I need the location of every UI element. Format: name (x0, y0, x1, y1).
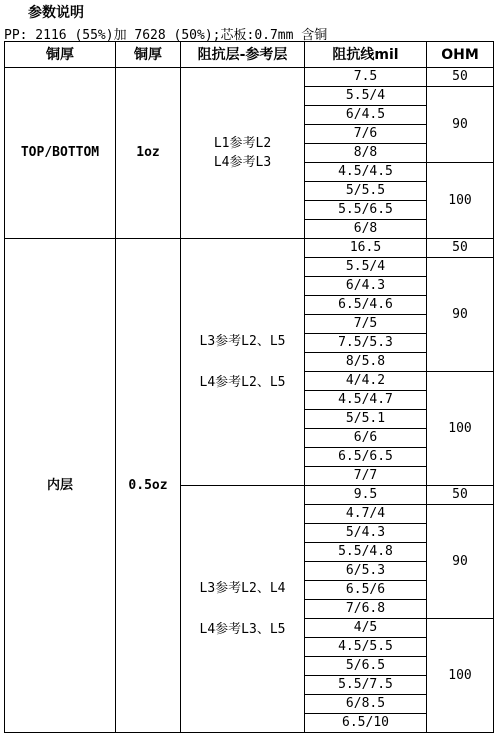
line-width-cell: 4.7/4 (305, 505, 427, 524)
header-ohm: OHM (427, 42, 494, 68)
line-width-cell: 4.5/4.5 (305, 163, 427, 182)
line-width-cell: 6/5.3 (305, 562, 427, 581)
line-width-cell: 16.5 (305, 239, 427, 258)
reference-layer-text: L4参考L3、L5 (199, 622, 286, 637)
layer-cell: 内层 (5, 239, 116, 733)
line-width-cell: 8/8 (305, 144, 427, 163)
reference-layer-cell (181, 239, 305, 486)
line-width-cell: 7/6 (305, 125, 427, 144)
ohm-cell: 50 (427, 239, 494, 258)
copper-cell: 1oz (116, 68, 181, 239)
ohm-cell: 100 (427, 372, 494, 486)
reference-layer-text: L4参考L3 (213, 155, 272, 170)
line-width-cell: 6/8 (305, 220, 427, 239)
line-width-cell: 6/6 (305, 429, 427, 448)
line-width-cell: 6/8.5 (305, 695, 427, 714)
line-width-cell: 5/5.1 (305, 410, 427, 429)
line-width-cell: 5.5/6.5 (305, 201, 427, 220)
line-width-cell: 9.5 (305, 486, 427, 505)
section-title: 参数说明 (28, 5, 84, 21)
line-width-cell: 7/7 (305, 467, 427, 486)
ohm-cell: 90 (427, 258, 494, 372)
line-width-cell: 7/5 (305, 315, 427, 334)
line-width-cell: 6/4.3 (305, 277, 427, 296)
copper-cell: 0.5oz (116, 239, 181, 733)
ohm-cell: 50 (427, 486, 494, 505)
line-width-cell: 6/4.5 (305, 106, 427, 125)
layer-cell: TOP/BOTTOM (5, 68, 116, 239)
line-width-cell: 8/5.8 (305, 353, 427, 372)
ohm-cell: 90 (427, 505, 494, 619)
line-width-cell: 5.5/4.8 (305, 543, 427, 562)
impedance-table (4, 41, 494, 733)
reference-layer-cell (181, 68, 305, 239)
line-width-cell: 6.5/6 (305, 581, 427, 600)
header-reference-layer: 阻抗层-参考层 (181, 42, 305, 68)
line-width-cell: 6.5/10 (305, 714, 427, 733)
ohm-cell: 50 (427, 68, 494, 87)
reference-layer-text: L4参考L2、L5 (199, 375, 286, 390)
line-width-cell: 4/5 (305, 619, 427, 638)
ohm-cell: 100 (427, 163, 494, 239)
reference-layer-cell (181, 486, 305, 733)
line-width-cell: 7.5/5.3 (305, 334, 427, 353)
header-line-width: 阻抗线mil (305, 42, 427, 68)
line-width-cell: 7/6.8 (305, 600, 427, 619)
header-copper-thickness: 铜厚 (116, 42, 181, 68)
line-width-cell: 6.5/4.6 (305, 296, 427, 315)
line-width-cell: 5/5.5 (305, 182, 427, 201)
header-layer: 铜厚 (5, 42, 116, 68)
ohm-cell: 90 (427, 87, 494, 163)
line-width-cell: 5/6.5 (305, 657, 427, 676)
line-width-cell: 4.5/5.5 (305, 638, 427, 657)
line-width-cell: 5.5/7.5 (305, 676, 427, 695)
table-row (5, 68, 494, 87)
line-width-cell: 5/4.3 (305, 524, 427, 543)
reference-layer-text: L1参考L2 (213, 136, 272, 151)
line-width-cell: 5.5/4 (305, 258, 427, 277)
reference-layer-text: L3参考L2、L4 (199, 581, 286, 596)
line-width-cell: 4.5/4.7 (305, 391, 427, 410)
ohm-cell: 100 (427, 619, 494, 733)
impedance-table-body (5, 68, 494, 733)
reference-layer-text: L3参考L2、L5 (199, 334, 286, 349)
line-width-cell: 6.5/6.5 (305, 448, 427, 467)
line-width-cell: 4/4.2 (305, 372, 427, 391)
table-row (5, 239, 494, 258)
header-row (5, 42, 494, 68)
pp-core-description: PP: 2116 (55%)加 7628 (50%);芯板:0.7mm 含铜 (4, 28, 328, 43)
line-width-cell: 5.5/4 (305, 87, 427, 106)
line-width-cell: 7.5 (305, 68, 427, 87)
